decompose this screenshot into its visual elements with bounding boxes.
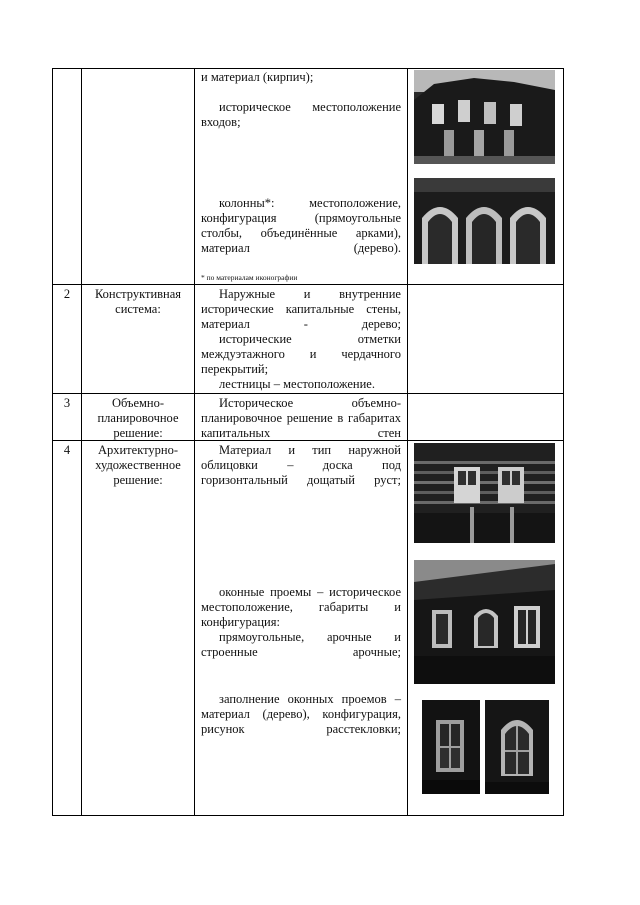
table-border-right	[563, 68, 564, 816]
row-divider-1	[52, 284, 564, 285]
table-divider-description	[407, 68, 408, 816]
row4-desc-window-types-text: прямоугольные, арочные и строенные арочные;	[201, 630, 401, 659]
photo-window-openings	[414, 560, 555, 684]
row4-element: Архитектурно-художественное решение:	[95, 443, 181, 487]
row2-desc-floors	[201, 332, 401, 377]
table-divider-element	[194, 68, 195, 816]
row-divider-2	[52, 393, 564, 394]
photo-brick-facade-entrances	[414, 70, 555, 164]
table-border-top	[52, 68, 564, 69]
row3-element: Объемно-планировочное решение:	[97, 396, 179, 440]
row1-desc-entrances	[201, 100, 401, 130]
row2-number: 2	[63, 287, 71, 301]
row4-desc-window-types	[201, 630, 401, 660]
photo-wooden-cladding	[414, 443, 555, 543]
row4-desc-windows-text: оконные проемы – историческое местоположение, габариты и конфигурация:	[201, 585, 401, 629]
row4-desc-window-fill	[201, 692, 401, 737]
row1-desc-columns-text: колонны*: местоположение, конфигурация (прямоугольные столбы, объединённые арками), материал (дерево).	[201, 196, 401, 255]
row1-desc-columns	[201, 196, 401, 256]
row1-desc-entrances-text: историческое местоположение входов;	[201, 100, 401, 129]
row4-desc-windows	[201, 585, 401, 630]
row3-desc-volume-text: Историческое объемно-планировочное решение в габаритах капитальных стен	[201, 396, 401, 440]
row2-desc-walls-text: Наружные и внутренние исторические капитальные стены, материал - дерево;	[201, 287, 401, 331]
footnote: * по материалам иконографии	[201, 273, 298, 282]
table-border-bottom	[52, 815, 564, 816]
table-border-left	[52, 68, 53, 816]
row3-number: 3	[63, 396, 71, 410]
row2-desc-floors-text: исторические отметки междуэтажного и чердачного перекрытий;	[201, 332, 401, 376]
row2-desc-walls	[201, 287, 401, 332]
photo-arched-columns	[414, 178, 555, 264]
row2-element: Конструктивная система:	[94, 287, 182, 316]
row4-number: 4	[63, 443, 71, 457]
row4-desc-window-fill-text: заполнение оконных проемов – материал (дерево), конфигурация, рисунок расстекловки;	[201, 692, 401, 736]
row4-desc-cladding	[201, 443, 401, 488]
photo-window-fill-left	[422, 700, 480, 794]
row1-desc-material: и материал (кирпич);	[201, 70, 314, 84]
photo-window-fill-right	[485, 700, 549, 794]
row4-desc-cladding-text: Материал и тип наружной облицовки – доска под горизонтальный дощатый руст;	[201, 443, 401, 487]
row2-desc-stairs: лестницы – местоположение.	[219, 377, 375, 391]
row3-desc-volume	[201, 396, 401, 441]
table-divider-number	[81, 68, 82, 816]
